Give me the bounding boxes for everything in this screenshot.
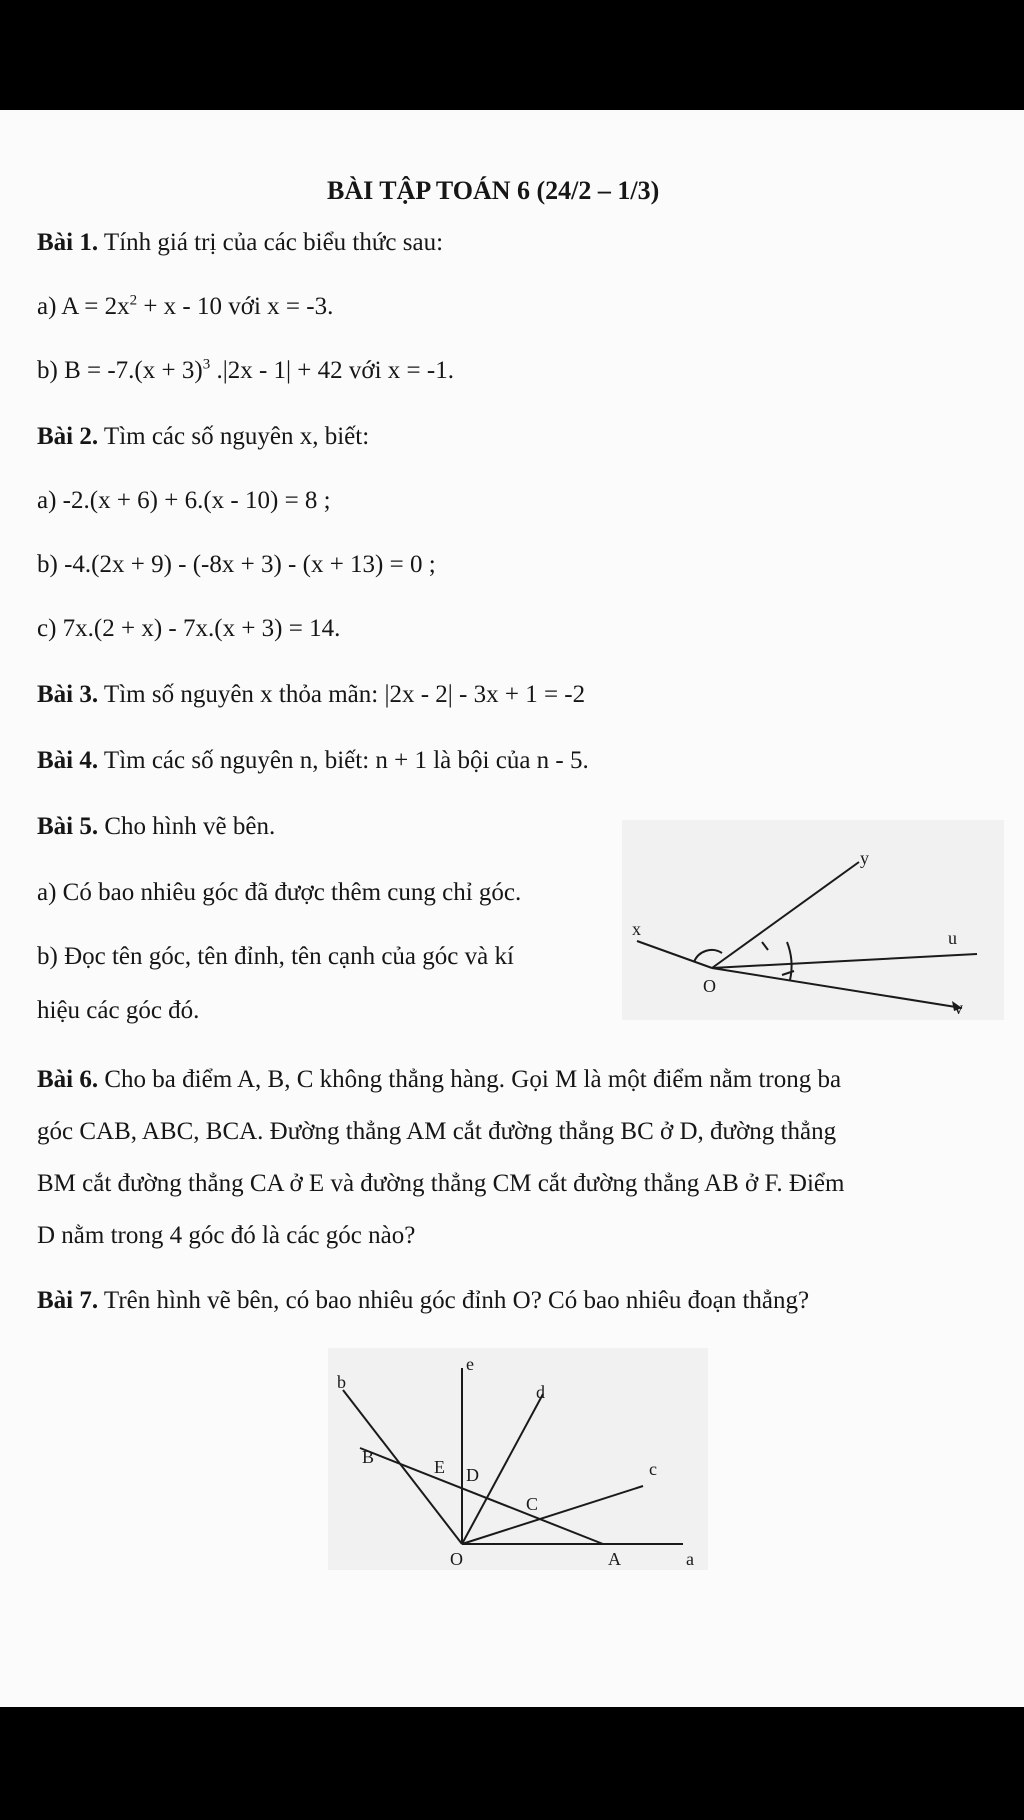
label-c: c [649,1459,657,1479]
exercise-6-line1 [37,1065,841,1095]
exercise-1-text: Tính giá trị của các biểu thức sau: [98,229,444,256]
exercise-4-text: Tìm các số nguyên n, biết: n + 1 là bội của n - 5. [98,747,589,774]
exercise-2-label: Bài 2. [37,423,99,450]
exercise-5b-line1: b) Đọc tên góc, tên đỉnh, tên cạnh của góc và kí [37,943,514,970]
exercise-1b-rest: .|2x - 1| + 42 với x = -1. [210,357,454,384]
exercise-1b [37,356,454,386]
exercise-3-label: Bài 3. [37,681,99,708]
label-b: b [337,1372,346,1392]
angle-figure-exercise-5 [622,820,1004,1020]
exercise-2c: c) 7x.(2 + x) - 7x.(x + 3) = 14. [37,615,341,642]
page-title: BÀI TẬP TOÁN 6 (24/2 – 1/3) [327,176,660,205]
exercise-6-label: Bài 6. [37,1066,99,1093]
label-point-b: B [362,1447,375,1467]
exercise-1a [37,292,333,322]
exercise-2-text: Tìm các số nguyên x, biết: [98,423,370,450]
exercise-6-line4: D nằm trong 4 góc đó là các góc nào? [37,1222,416,1249]
label-x: x [632,919,641,939]
label-point-d: D [466,1465,479,1485]
exercise-5-text: Cho hình vẽ bên. [98,813,276,840]
exercise-7-text: Trên hình vẽ bên, có bao nhiêu góc đỉnh O? Có bao nhiêu đoạn thẳng? [98,1287,810,1314]
label-y: y [860,848,869,868]
exercise-5-label: Bài 5. [37,813,99,840]
exercise-5b-line2: hiệu các góc đó. [37,997,200,1024]
exercise-2-heading [37,422,369,452]
label-e: e [466,1354,474,1374]
exercise-4 [37,746,589,776]
exercise-3-text: Tìm số nguyên x thỏa mãn: |2x - 2| - 3x + 1 = -2 [98,681,586,708]
label-o: O [703,976,716,996]
exercise-5-heading [37,812,275,842]
label-point-e: E [434,1457,445,1477]
label-d: d [536,1382,545,1402]
label-v: v [954,998,963,1018]
exercise-2b: b) -4.(2x + 9) - (-8x + 3) - (x + 13) = 0 ; [37,551,436,578]
label-point-o: O [450,1549,463,1569]
figure-5-background [622,820,1004,1020]
exercise-1-label: Bài 1. [37,229,99,256]
exercise-1a-exponent: 2 [129,292,138,309]
label-point-a: A [608,1549,621,1569]
exercise-1-heading [37,228,443,258]
exercise-3 [37,680,585,710]
exercise-2a: a) -2.(x + 6) + 6.(x - 10) = 8 ; [37,487,331,514]
exercise-6-text: Cho ba điểm A, B, C không thẳng hàng. Gọi M là một điểm nằm trong ba [98,1066,842,1093]
exercise-1b-text: b) B = -7.(x + 3) [37,357,203,384]
exercise-4-label: Bài 4. [37,747,99,774]
angle-figure-exercise-7 [328,1348,708,1570]
exercise-6-line2: góc CAB, ABC, BCA. Đường thẳng AM cắt đường thẳng BC ở D, đường thẳng [37,1118,837,1145]
exercise-7 [37,1286,809,1316]
label-u: u [948,928,957,948]
exercise-1b-exponent: 3 [202,356,211,373]
exercise-7-label: Bài 7. [37,1287,99,1314]
exercise-1a-text: a) A = 2x [37,293,130,320]
label-a: a [686,1549,694,1569]
worksheet-page [0,110,1024,1707]
exercise-6-line3: BM cắt đường thẳng CA ở E và đường thẳng CM cắt đường thẳng AB ở F. Điểm [37,1170,845,1197]
label-point-c: C [526,1494,539,1514]
exercise-1a-rest: + x - 10 với x = -3. [137,293,334,320]
exercise-5a: a) Có bao nhiêu góc đã được thêm cung chỉ góc. [37,879,522,906]
